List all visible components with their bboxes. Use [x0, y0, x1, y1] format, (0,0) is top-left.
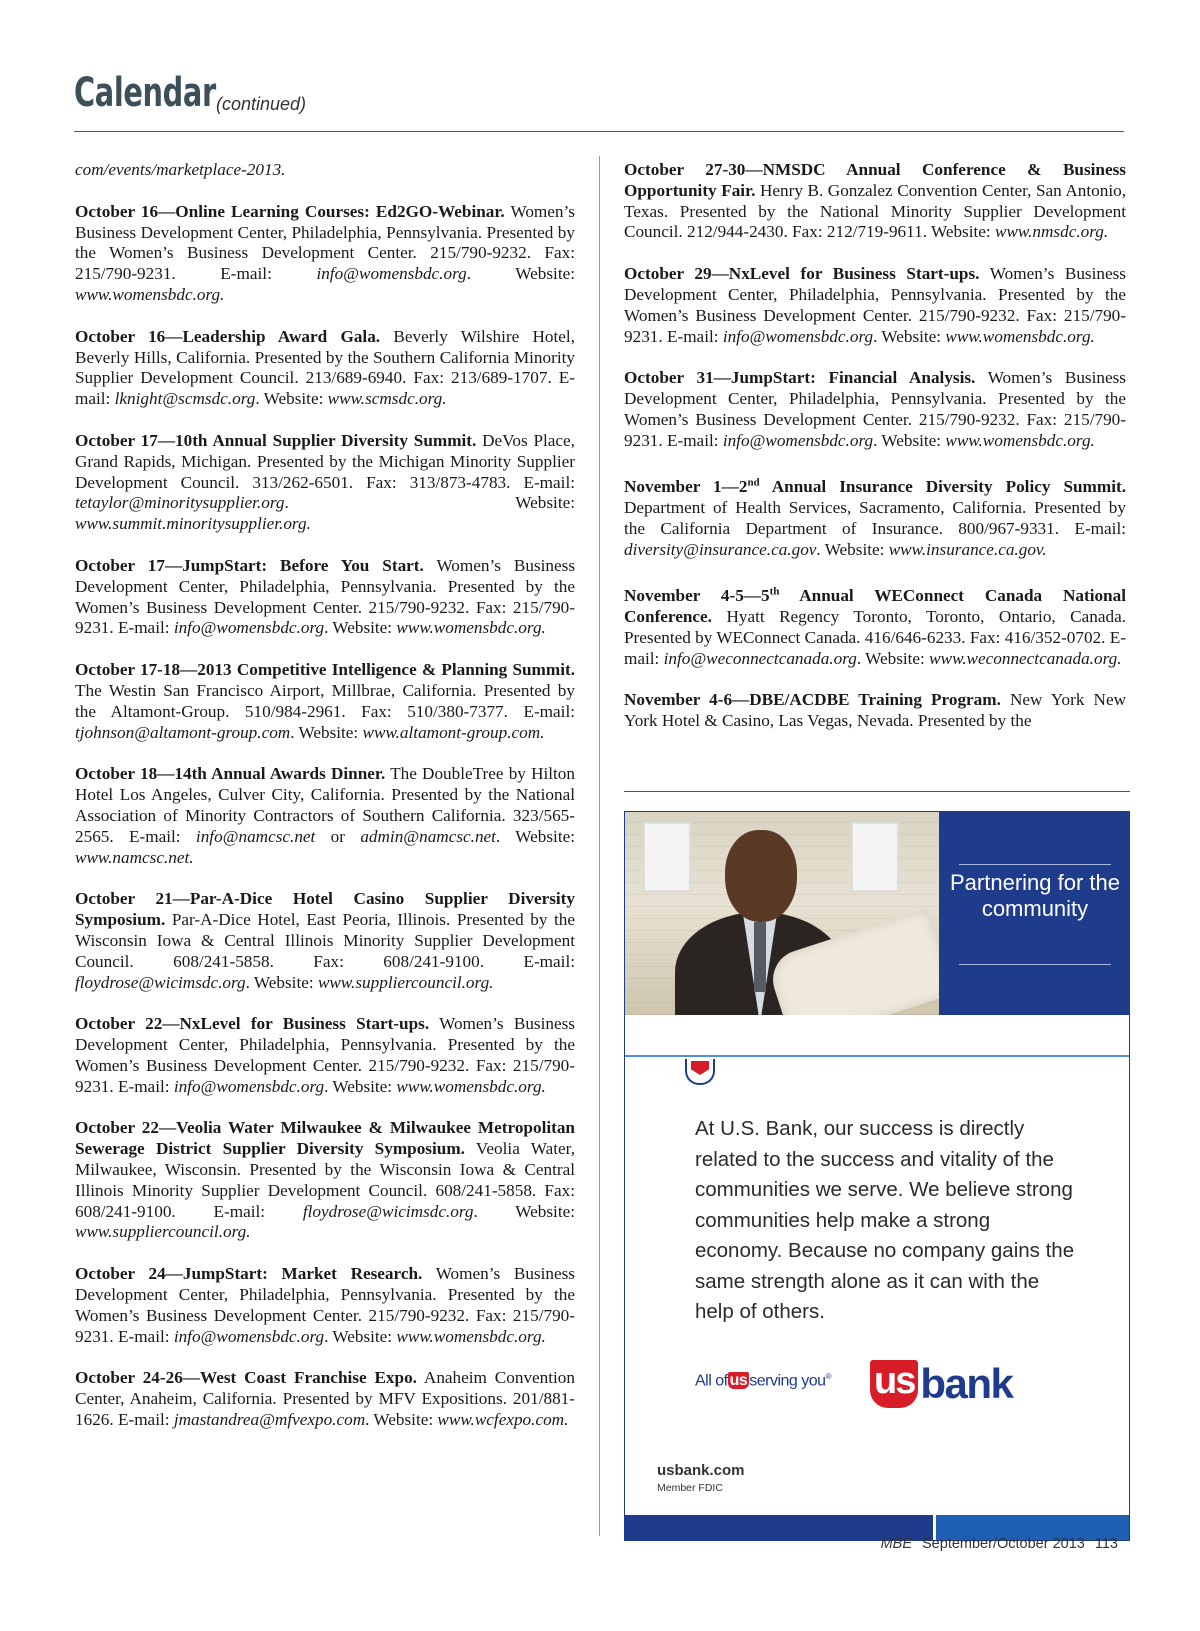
calendar-entry: [624, 368, 1126, 451]
calendar-entry: [75, 431, 575, 535]
ordinal-suffix: th: [769, 585, 780, 598]
right-column: [624, 160, 1126, 753]
left-column: [75, 160, 575, 1452]
event-details: Anaheim Convention Center, Anaheim, California. Presented by MFV Expositions. 201/881-1626. E-mail:: [75, 1368, 575, 1430]
event-separator: . Website:: [324, 1326, 397, 1346]
event-details: Henry B. Gonzalez Convention Center, San Antonio, Texas. Presented by the National Minority Supplier Development Council. 212/944-2430. Fax: 212/719-9611. Website:: [624, 180, 1127, 242]
event-website[interactable]: www.summit.minoritysupplier.org.: [75, 514, 311, 534]
footer-magazine: MBE: [880, 1536, 912, 1552]
event-details: New York New York Hotel & Casino, Las Vegas, Nevada. Presented by the: [624, 690, 1126, 731]
event-heading: October 27-30—NMSDC Annual Conference & Business Opportunity Fair.: [624, 160, 1126, 200]
calendar-entry: [75, 764, 575, 868]
event-details: Women’s Business Development Center, Philadelphia, Pennsylvania. Presented by the Women’s Business Development Center. 215/790-9232. Fax: 215/790-9231. E-mail:: [75, 555, 576, 638]
event-details: Women’s Business Development Center, Philadelphia, Pennsylvania. Presented by the Women’s Business Development Center. 215/790-9232. Fax: 215/790-9231. E-mail:: [75, 1014, 575, 1096]
event-separator: . Website:: [324, 1076, 397, 1096]
calendar-entry: [624, 160, 1126, 243]
event-email[interactable]: floydrose@wicimsdc.org: [75, 972, 246, 992]
event-email[interactable]: info@womensbdc.org: [316, 264, 467, 284]
calendar-entry: [75, 556, 575, 639]
person-tie: [754, 922, 766, 992]
calendar-entry: [75, 202, 575, 306]
page-footer: [875, 1536, 1118, 1552]
page-number: 113: [1094, 1536, 1118, 1552]
event-heading: October 24—JumpStart: Market Research.: [75, 1264, 423, 1284]
event-website[interactable]: www.namcsc.net.: [75, 847, 194, 867]
event-details: Women’s Business Development Center, Philadelphia, Pennsylvania. Presented by the Women’s Business Development Center. 215/790-9232. Fax: 215/790-9231. E-mail:: [75, 1264, 575, 1346]
event-email[interactable]: diversity@insurance.ca.gov: [624, 539, 817, 559]
slogan-post: serving you: [749, 1372, 826, 1390]
event-heading-date: November 1—2: [624, 477, 748, 497]
event-heading: October 18—14th Annual Awards Dinner.: [75, 764, 386, 784]
event-email[interactable]: info@womensbdc.org: [173, 618, 325, 638]
event-separator: . Website:: [365, 1410, 438, 1430]
event-separator: . Website:: [290, 722, 363, 742]
event-website[interactable]: com/events/marketplace-2013.: [75, 160, 286, 179]
calendar-entry: [75, 1118, 575, 1243]
event-details: Women’s Business Development Center, Philadelphia, Pennsylvania. Presented by the Women’s Business Development Center. 215/790-9232. Fax: 215/790-9231. E-mail:: [624, 264, 1126, 346]
event-email[interactable]: info@womensbdc.org: [173, 1076, 325, 1096]
event-separator: . Website:: [856, 648, 930, 668]
calendar-entry: [624, 581, 1126, 669]
event-details: Women’s Business Development Center, Philadelphia, Pennsylvania. Presented by the Women’s Business Development Center. 215/790-9232. Fax: 215/790-9231. E-mail:: [624, 368, 1126, 450]
footer-issue: September/October 2013: [922, 1536, 1085, 1552]
calendar-entry: [75, 660, 575, 743]
event-details: The DoubleTree by Hilton Hotel Los Angeles, Culver City, California. Presented by the National Association of Minority Contractors of Southern California. 323/565-2565. E-mail:: [75, 764, 575, 846]
logo-us-shield: us: [870, 1360, 918, 1408]
calendar-entry: [624, 690, 1126, 732]
event-heading: October 21—Par-A-Dice Hotel Casino Supplier Diversity Symposium.: [75, 889, 575, 930]
event-heading: October 17-18—2013 Competitive Intelligence & Planning Summit.: [75, 660, 575, 680]
event-details: The Westin San Francisco Airport, Millbrae, California. Presented by the Altamont-Group. 510/984-2961. Fax: 510/380-7377. E-mail:: [75, 680, 575, 721]
event-details: Beverly Wilshire Hotel, Beverly Hills, California. Presented by the Southern California Minority Supplier Development Council. 213/689-6940. Fax: 213/689-1707. E-mail:: [75, 326, 575, 409]
event-email[interactable]: tetaylor@minoritysupplier.org: [75, 493, 285, 513]
calendar-entry: [75, 1014, 575, 1097]
event-separator: . Website:: [245, 972, 318, 992]
registered-mark: ®: [825, 1372, 831, 1381]
window-shape: [643, 822, 691, 892]
event-separator: . Website:: [466, 264, 575, 284]
event-heading: October 17—JumpStart: Before You Start.: [75, 555, 424, 575]
event-heading: October 22—NxLevel for Business Start-ups.: [75, 1014, 430, 1034]
tagline-rule-bottom: [959, 964, 1111, 965]
slogan-us: us: [729, 1372, 748, 1390]
calendar-entry: [75, 160, 575, 181]
event-email[interactable]: info@namcsc.net: [195, 826, 316, 846]
event-email[interactable]: admin@namcsc.net: [360, 826, 496, 846]
event-heading: October 29—NxLevel for Business Start-ups.: [624, 264, 980, 284]
event-email[interactable]: floydrose@wicimsdc.org: [302, 1201, 474, 1221]
event-separator: . Website:: [473, 1201, 576, 1221]
event-website[interactable]: www.altamont-group.com.: [362, 722, 545, 742]
event-heading: [624, 477, 1126, 496]
event-heading: October 17—10th Annual Supplier Diversity Summit.: [75, 430, 477, 450]
ad-tagline: Partnering for the community: [950, 870, 1120, 921]
event-email[interactable]: lknight@scmsdc.org: [114, 389, 256, 409]
event-email[interactable]: info@womensbdc.org: [722, 430, 874, 450]
event-website[interactable]: www.nmsdc.org.: [995, 222, 1109, 242]
slogan-pre: All of: [695, 1372, 728, 1390]
event-separator: . Website:: [873, 430, 946, 450]
event-website[interactable]: www.insurance.ca.gov.: [888, 539, 1047, 559]
logo-bank-text: bank: [920, 1360, 1013, 1407]
event-heading: October 16—Online Learning Courses: Ed2GO-Webinar.: [75, 201, 505, 221]
ordinal-suffix: nd: [747, 476, 760, 489]
section-subtitle: (continued): [216, 94, 307, 114]
ad-accent-line: [625, 1055, 1130, 1057]
event-heading-title: Annual WEConnect Canada National Conference.: [624, 586, 1126, 627]
ad-fdic: Member FDIC: [657, 1482, 723, 1494]
column-divider: [599, 156, 600, 1536]
event-email[interactable]: info@womensbdc.org: [722, 326, 874, 346]
event-website[interactable]: www.wcfexpo.com.: [437, 1410, 569, 1430]
event-heading: October 24-26—West Coast Franchise Expo.: [75, 1368, 417, 1388]
window-shape: [851, 822, 899, 892]
event-details: DeVos Place, Grand Rapids, Michigan. Presented by the Michigan Minority Supplier Development Council. 313/262-6501. Fax: 313/873-4783. E-mail:: [75, 430, 575, 492]
event-website[interactable]: www.womensbdc.org.: [75, 284, 225, 304]
event-website[interactable]: www.womensbdc.org.: [945, 430, 1095, 450]
event-heading: October 31—JumpStart: Financial Analysis.: [624, 368, 976, 388]
event-heading: October 16—Leadership Award Gala.: [75, 326, 381, 346]
event-separator: . Website:: [816, 539, 889, 559]
event-website[interactable]: www.suppliercouncil.org.: [317, 972, 494, 992]
event-details: Hyatt Regency Toronto, Toronto, Ontario, Canada. Presented by WEConnect Canada. 416/646-6233. Fax: 416/352-0702. E-mail:: [624, 607, 1126, 668]
event-website[interactable]: www.womensbdc.org.: [945, 326, 1095, 346]
calendar-entry: [624, 264, 1126, 347]
event-details: Women’s Business Development Center, Philadelphia, Pennsylvania. Presented by the Women’s Business Development Center. 215/790-9232. Fax: 215/790-9231. E-mail:: [75, 201, 575, 284]
event-separator: . Website:: [324, 618, 397, 638]
event-website[interactable]: www.womensbdc.org.: [396, 1326, 546, 1346]
event-email[interactable]: info@weconnectcanada.org: [663, 648, 857, 668]
event-heading-date: November 4-5—5: [624, 586, 770, 606]
businessman-photo: [625, 812, 939, 1015]
event-separator: . Website:: [495, 826, 575, 846]
event-email[interactable]: info@womensbdc.org: [173, 1326, 325, 1346]
event-separator: . Website:: [255, 389, 328, 409]
event-website[interactable]: www.scmsdc.org.: [327, 389, 447, 409]
event-website[interactable]: www.womensbdc.org.: [396, 618, 546, 638]
tagline-rule-top: [959, 864, 1111, 865]
calendar-entry: [75, 1368, 575, 1430]
ad-frame: [624, 811, 1130, 1541]
event-details: Par-A-Dice Hotel, East Peoria, Illinois. Presented by the Wisconsin Iowa & Central Illinois Minority Supplier Development Council. 608/241-5858. Fax: 608/241-9100. E-mail:: [75, 910, 575, 971]
usbank-advertisement: [624, 791, 1130, 1540]
event-separator: . Website:: [284, 493, 575, 513]
person-head: [725, 830, 797, 922]
event-heading: November 4-6—DBE/ACDBE Training Program.: [624, 690, 1001, 710]
event-heading-title: Annual Insurance Diversity Policy Summit.: [759, 477, 1126, 497]
event-email[interactable]: jmastandrea@mfvexpo.com: [173, 1410, 366, 1430]
event-website[interactable]: www.weconnectcanada.org.: [929, 648, 1122, 668]
calendar-entry: [75, 889, 575, 993]
ad-slogan: [695, 1372, 831, 1390]
calendar-entry: [624, 473, 1126, 561]
ad-body-text: At U.S. Bank, our success is directly related to the success and vitality of the communities we serve. We believe strong communities help make a strong economy. Because no company gains the same strength alone as it can with the help of others.: [695, 1117, 1075, 1323]
usbank-logo: [870, 1360, 1012, 1408]
event-website[interactable]: www.womensbdc.org.: [396, 1076, 546, 1096]
event-details: Veolia Water, Milwaukee, Wisconsin. Presented by the Wisconsin Iowa & Central Illinois Minority Supplier Development Council. 608/241-5858. Fax: 608/241-9100. E-mail:: [75, 1139, 576, 1221]
ad-website[interactable]: usbank.com: [657, 1462, 745, 1479]
calendar-entry: [75, 1264, 575, 1347]
event-email[interactable]: tjohnson@altamont-group.com: [75, 722, 291, 742]
event-heading: October 22—Veolia Water Milwaukee & Milwaukee Metropolitan Sewerage District Supplier Diversity Symposium.: [75, 1118, 575, 1159]
event-separator: . Website:: [873, 326, 946, 346]
calendar-entry: [75, 327, 575, 410]
page-header: [74, 70, 1124, 132]
event-details: Department of Health Services, Sacramento, California. Presented by the California Department of Insurance. 800/967-9331. E-mail:: [624, 498, 1126, 538]
ad-tagline-panel: [939, 812, 1130, 1015]
event-separator: or: [315, 826, 361, 846]
section-title: Calendar: [74, 70, 216, 116]
event-website[interactable]: www.suppliercouncil.org.: [75, 1222, 251, 1242]
